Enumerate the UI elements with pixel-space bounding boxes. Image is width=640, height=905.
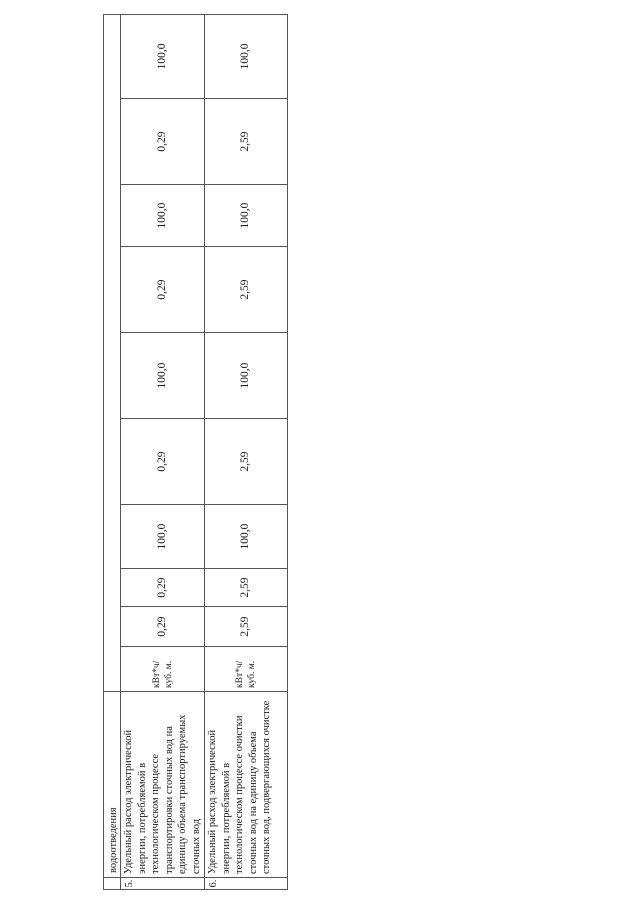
percent-cell: 100,0	[205, 505, 288, 569]
percent-cell: 100,0	[121, 505, 205, 569]
percent-cell: 100,0	[121, 333, 205, 419]
indicators-table	[103, 14, 288, 890]
percent-cell: 100,0	[121, 14, 205, 98]
value-cell: 2,59	[205, 569, 288, 607]
value-cell: 2,59	[205, 247, 288, 333]
row-number: 6.	[205, 878, 288, 890]
indicator-name: Удельный расход электрической энергии, потребляемой в технологическом процессе транспортировки сточных вод на единицу объема транспортируемых сточных вод	[121, 692, 205, 878]
percent-cell: 100,0	[205, 333, 288, 419]
unit-cell: кВт*ч/ куб. м.	[205, 647, 288, 692]
rotated-document-page	[103, 15, 287, 890]
percent-cell: 100,0	[205, 14, 288, 98]
row-number: 5.	[121, 878, 205, 890]
table-row	[121, 14, 205, 889]
value-cell: 0,29	[121, 569, 205, 607]
value-cell: 0,29	[121, 99, 205, 185]
value-cell: 2,59	[205, 419, 288, 505]
indicator-name: Удельный расход электрической энергии, потребляемой в технологическом процессе очистки сточных вод на единицу объема сточных вод, подвергающихся очистке	[205, 692, 288, 878]
value-cell: 2,59	[205, 607, 288, 647]
value-cell: 0,29	[121, 419, 205, 505]
percent-cell: 100,0	[121, 185, 205, 247]
value-cell: 0,29	[121, 607, 205, 647]
section-num-cell	[104, 878, 121, 890]
unit-cell: кВт*ч/ куб. м.	[121, 647, 205, 692]
section-title: водоотведения	[104, 692, 121, 878]
table-row	[205, 14, 288, 889]
section-row	[104, 14, 121, 889]
section-empty-cell	[104, 14, 121, 691]
value-cell: 0,29	[121, 247, 205, 333]
percent-cell: 100,0	[205, 185, 288, 247]
value-cell: 2,59	[205, 99, 288, 185]
